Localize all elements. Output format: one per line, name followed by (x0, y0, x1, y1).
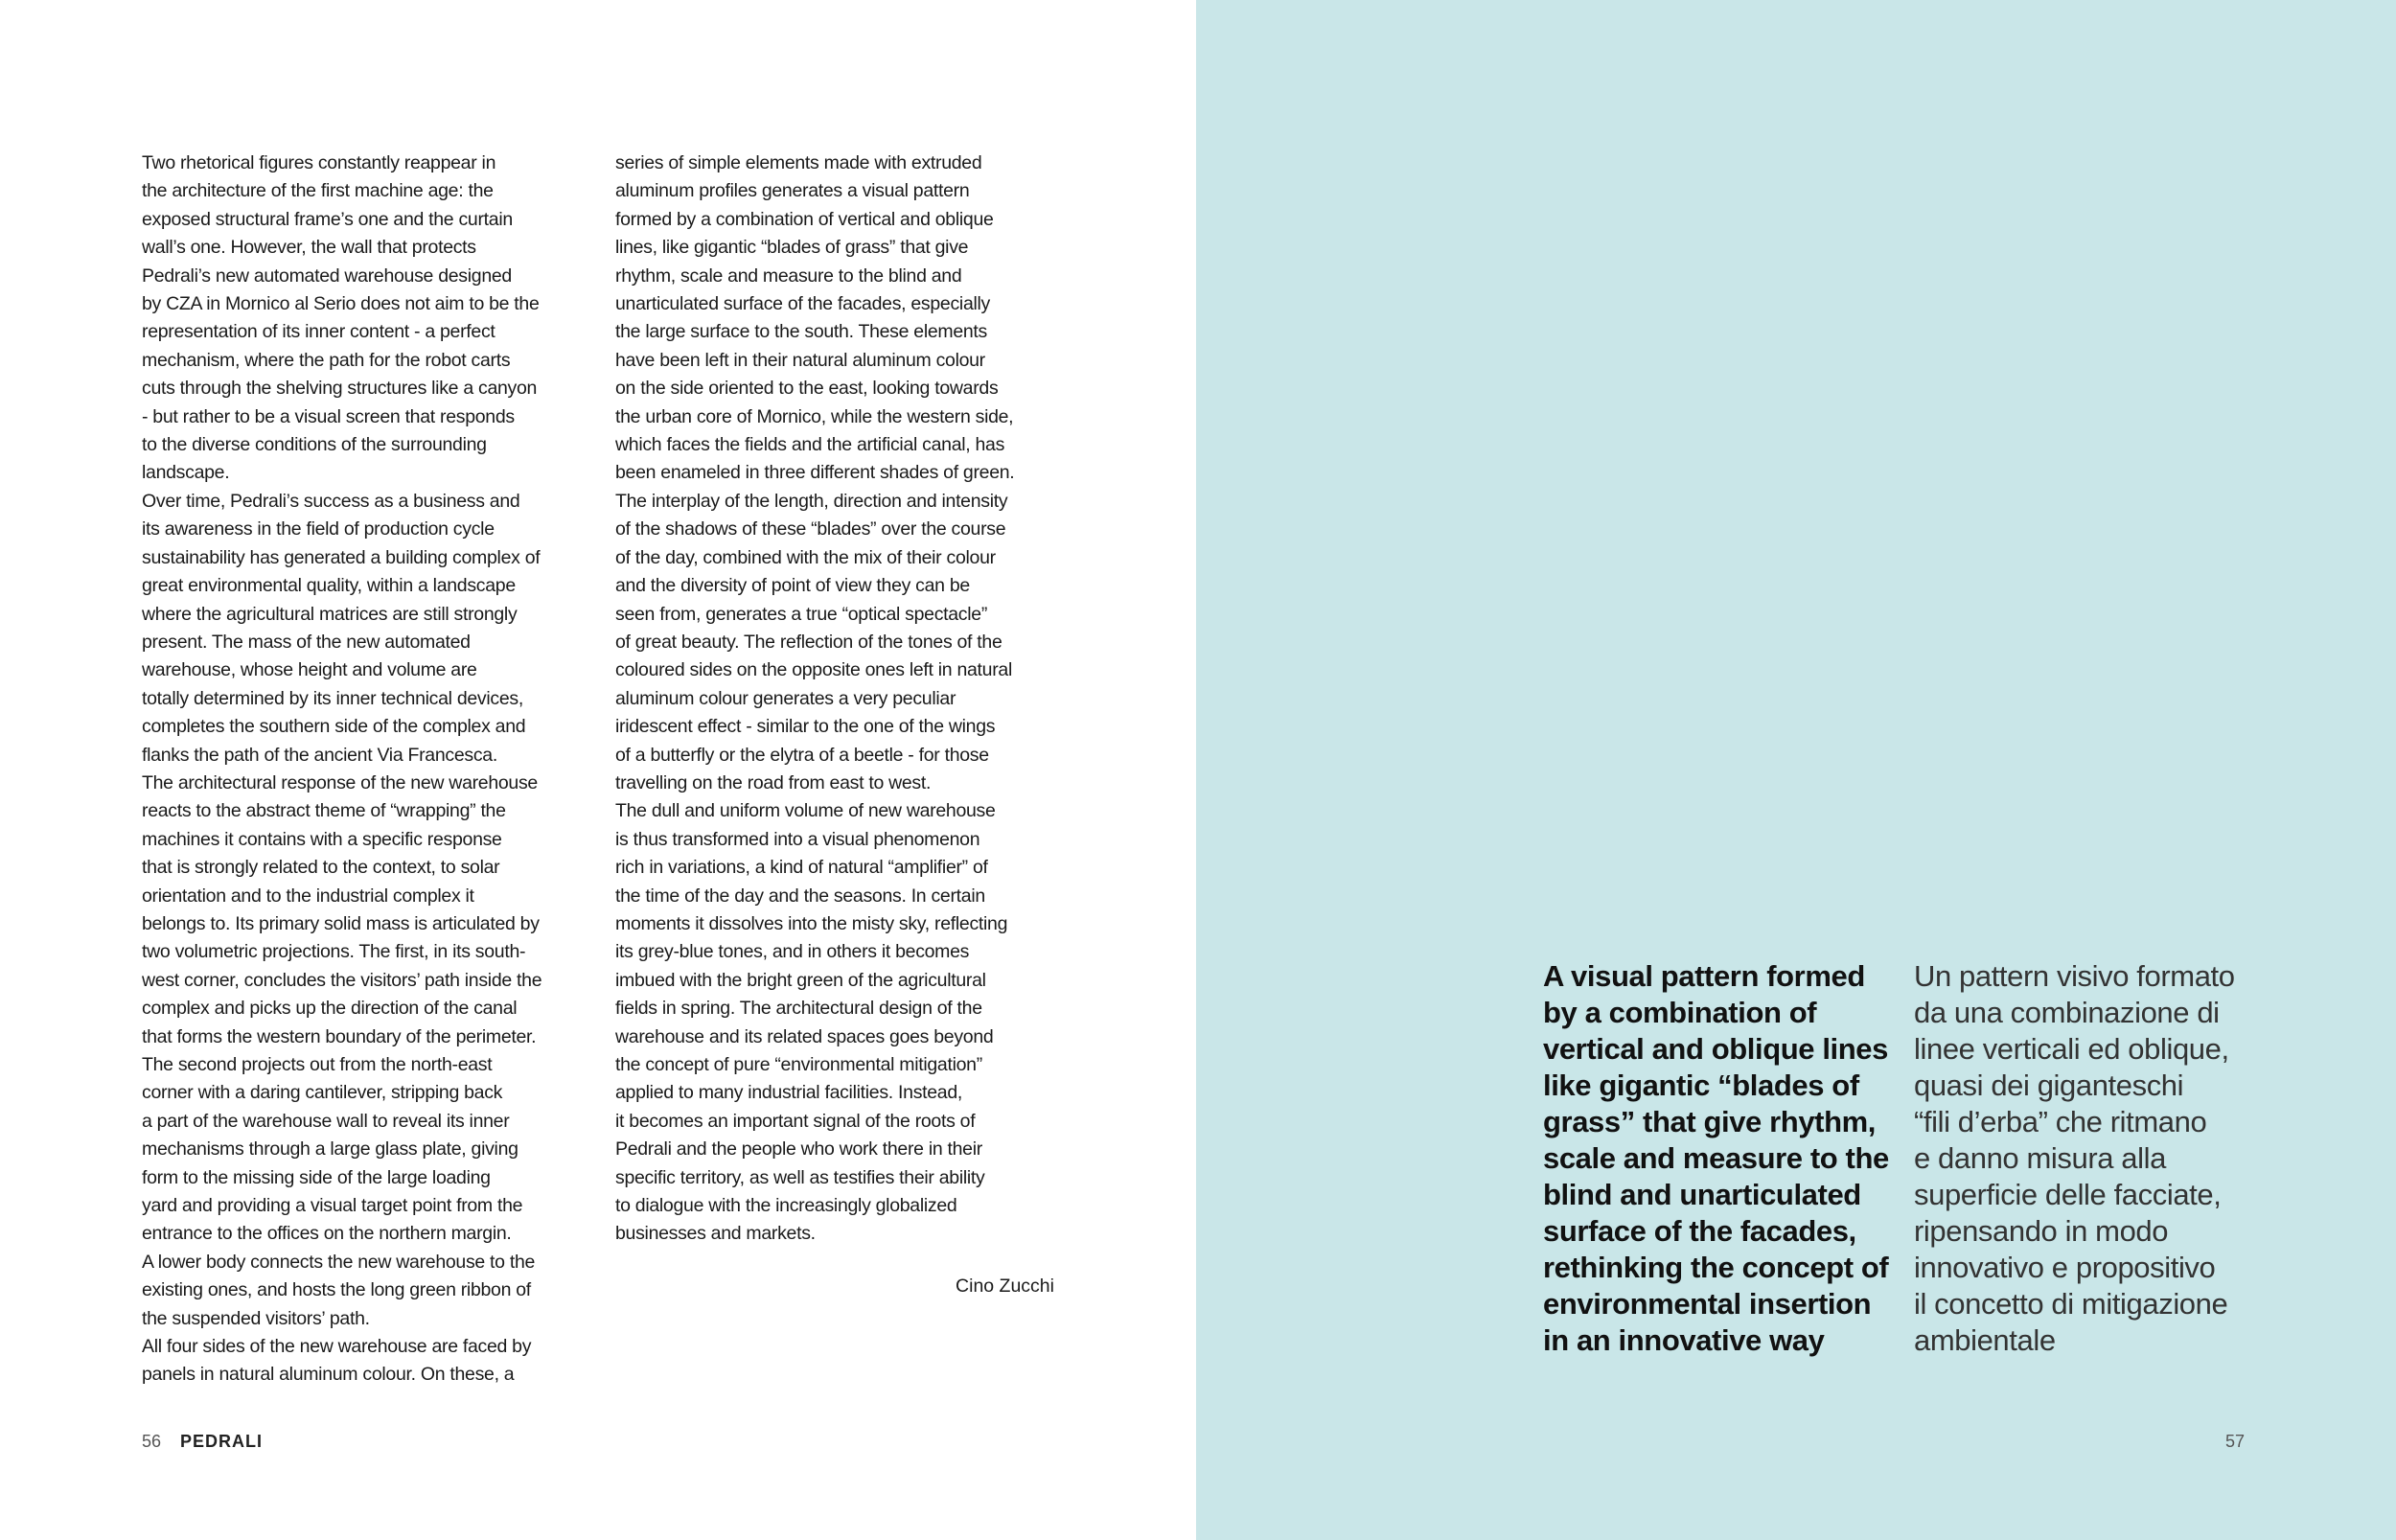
text-line: The second projects out from the north-east (142, 1054, 493, 1075)
text-line: All four sides of the new warehouse are faced by (142, 1336, 532, 1358)
text-line: innovativo e propositivo (1914, 1251, 2216, 1284)
text-line: a part of the warehouse wall to reveal its inner (142, 1110, 510, 1132)
text-line: the time of the day and the seasons. In certain (615, 885, 985, 907)
pull-quote-italian (1914, 958, 2235, 1359)
text-line: sustainability has generated a building complex of (142, 546, 541, 568)
text-line: A lower body connects the new warehouse to the (142, 1251, 536, 1273)
text-line: applied to many industrial facilities. Instead, (615, 1082, 963, 1104)
text-line: like gigantic “blades of (1543, 1069, 1859, 1102)
text-line: completes the southern side of the complex and (142, 716, 526, 738)
text-line: cuts through the shelving structures like a canyon (142, 378, 538, 400)
text-line: superficie delle facciate, (1914, 1178, 2222, 1211)
text-line: of the day, combined with the mix of their colour (615, 546, 996, 568)
text-line: which faces the fields and the artificial canal, has (615, 434, 1005, 456)
text-line: businesses and markets. (615, 1223, 816, 1245)
text-line: travelling on the road from east to west. (615, 771, 932, 793)
body-text-column-2 (615, 149, 1066, 1249)
text-line: rethinking the concept of (1543, 1251, 1889, 1284)
text-line: warehouse and its related spaces goes beyond (615, 1025, 994, 1047)
text-line: seen from, generates a true “optical spectacle” (615, 603, 988, 625)
text-line: entrance to the offices on the northern margin. (142, 1223, 512, 1245)
text-line: linee verticali ed oblique, (1914, 1032, 2229, 1066)
text-line: the suspended visitors’ path. (142, 1307, 370, 1329)
text-line: by a combination of (1543, 996, 1817, 1029)
text-line: aluminum profiles generates a visual pattern (615, 180, 970, 202)
text-line: rich in variations, a kind of natural “amplifier” of (615, 857, 988, 879)
text-line: mechanisms through a large glass plate, giving (142, 1138, 518, 1161)
text-line: A visual pattern formed (1543, 959, 1865, 993)
text-line: its awareness in the field of production cycle (142, 518, 495, 540)
text-line: orientation and to the industrial complex it (142, 885, 474, 907)
text-line: been enameled in three different shades of green. (615, 462, 1015, 484)
text-line: belongs to. Its primary solid mass is articulated by (142, 912, 540, 934)
text-line: vertical and oblique lines (1543, 1032, 1888, 1066)
text-line: scale and measure to the (1543, 1141, 1889, 1175)
text-line: to dialogue with the increasingly globalized (615, 1195, 957, 1217)
body-text-column-1 (142, 149, 592, 1390)
text-line: Over time, Pedrali’s success as a business and (142, 490, 520, 512)
text-line: form to the missing side of the large loading (142, 1166, 491, 1188)
text-line: is thus transformed into a visual phenomenon (615, 828, 980, 850)
text-line: totally determined by its inner technical devices, (142, 687, 523, 709)
text-line: Two rhetorical figures constantly reappear in (142, 152, 496, 173)
text-line: by CZA in Mornico al Serio does not aim to be the (142, 293, 540, 315)
text-line: environmental insertion (1543, 1287, 1872, 1321)
text-line: of a butterfly or the elytra of a beetle - for those (615, 744, 989, 766)
text-line: warehouse, whose height and volume are (142, 659, 477, 681)
text-line: reacts to the abstract theme of “wrapping” the (142, 800, 506, 822)
text-line: west corner, concludes the visitors’ path inside the (142, 969, 542, 991)
text-line: iridescent effect - similar to the one of the wings (615, 716, 996, 738)
text-line: Un pattern visivo formato (1914, 959, 2235, 993)
author-signature: Cino Zucchi (956, 1276, 1054, 1297)
text-line: series of simple elements made with extruded (615, 152, 982, 173)
text-line: ambientale (1914, 1323, 2056, 1357)
text-line: il concetto di mitigazione (1914, 1287, 2228, 1321)
text-line: rhythm, scale and measure to the blind and (615, 264, 962, 287)
text-line: fields in spring. The architectural design of the (615, 998, 982, 1020)
text-line: it becomes an important signal of the roots of (615, 1110, 976, 1132)
text-line: unarticulated surface of the facades, especially (615, 293, 991, 315)
text-line: Pedrali and the people who work there in their (615, 1138, 982, 1161)
page-number-right: 57 (2225, 1432, 2246, 1451)
text-line: corner with a daring cantilever, stripping back (142, 1082, 503, 1104)
text-line: that forms the western boundary of the perimeter. (142, 1025, 537, 1047)
text-line: e danno misura alla (1914, 1141, 2166, 1175)
text-line: complex and picks up the direction of the canal (142, 998, 518, 1020)
text-line: present. The mass of the new automated (142, 631, 471, 653)
text-line: of great beauty. The reflection of the tones of the (615, 631, 1002, 653)
text-line: aluminum colour generates a very peculiar (615, 687, 956, 709)
text-line: to the diverse conditions of the surrounding (142, 434, 487, 456)
text-line: - but rather to be a visual screen that responds (142, 405, 515, 427)
text-line: flanks the path of the ancient Via Francesca. (142, 744, 497, 766)
text-line: machines it contains with a specific response (142, 828, 502, 850)
text-line: panels in natural aluminum colour. On these, a (142, 1364, 515, 1386)
text-line: great environmental quality, within a landscape (142, 575, 516, 597)
text-line: Pedrali’s new automated warehouse designed (142, 264, 512, 287)
text-line: grass” that give rhythm, (1543, 1105, 1876, 1138)
text-line: the architecture of the first machine age: the (142, 180, 494, 202)
text-line: formed by a combination of vertical and oblique (615, 208, 994, 230)
text-line: specific territory, as well as testifies their ability (615, 1166, 985, 1188)
text-line: ripensando in modo (1914, 1214, 2169, 1248)
text-line: exposed structural frame’s one and the curtain (142, 208, 513, 230)
text-line: on the side oriented to the east, looking towards (615, 378, 999, 400)
text-line: lines, like gigantic “blades of grass” that give (615, 237, 969, 259)
text-line: The dull and uniform volume of new warehouse (615, 800, 996, 822)
text-line: The architectural response of the new warehouse (142, 771, 538, 793)
text-line: The interplay of the length, direction and intensity (615, 490, 1008, 512)
text-line: “fili d’erba” che ritmano (1914, 1105, 2207, 1138)
page-number-left: 56 (142, 1432, 162, 1451)
text-line: the urban core of Mornico, while the western side, (615, 405, 1014, 427)
text-line: da una combinazione di (1914, 996, 2220, 1029)
text-line: moments it dissolves into the misty sky, reflecting (615, 912, 1008, 934)
text-line: imbued with the bright green of the agricultural (615, 969, 986, 991)
text-line: where the agricultural matrices are still strongly (142, 603, 518, 625)
text-line: that is strongly related to the context, to solar (142, 857, 500, 879)
text-line: have been left in their natural aluminum colour (615, 349, 985, 371)
text-line: of the shadows of these “blades” over the course (615, 518, 1006, 540)
text-line: landscape. (142, 462, 230, 484)
text-line: surface of the facades, (1543, 1214, 1856, 1248)
text-line: the large surface to the south. These elements (615, 321, 987, 343)
text-line: in an innovative way (1543, 1323, 1825, 1357)
text-line: its grey-blue tones, and in others it becomes (615, 941, 970, 963)
text-line: and the diversity of point of view they can be (615, 575, 970, 597)
text-line: two volumetric projections. The first, in its south- (142, 941, 526, 963)
text-line: representation of its inner content - a perfect (142, 321, 495, 343)
running-header-brand: PEDRALI (180, 1432, 264, 1451)
text-line: existing ones, and hosts the long green ribbon of (142, 1279, 531, 1301)
text-line: wall’s one. However, the wall that protects (142, 237, 476, 259)
pull-quote-english (1543, 958, 1889, 1359)
text-line: quasi dei giganteschi (1914, 1069, 2184, 1102)
text-line: blind and unarticulated (1543, 1178, 1861, 1211)
text-line: yard and providing a visual target point from the (142, 1195, 523, 1217)
text-line: the concept of pure “environmental mitigation” (615, 1054, 982, 1075)
text-line: mechanism, where the path for the robot carts (142, 349, 511, 371)
text-line: coloured sides on the opposite ones left in natural (615, 659, 1012, 681)
